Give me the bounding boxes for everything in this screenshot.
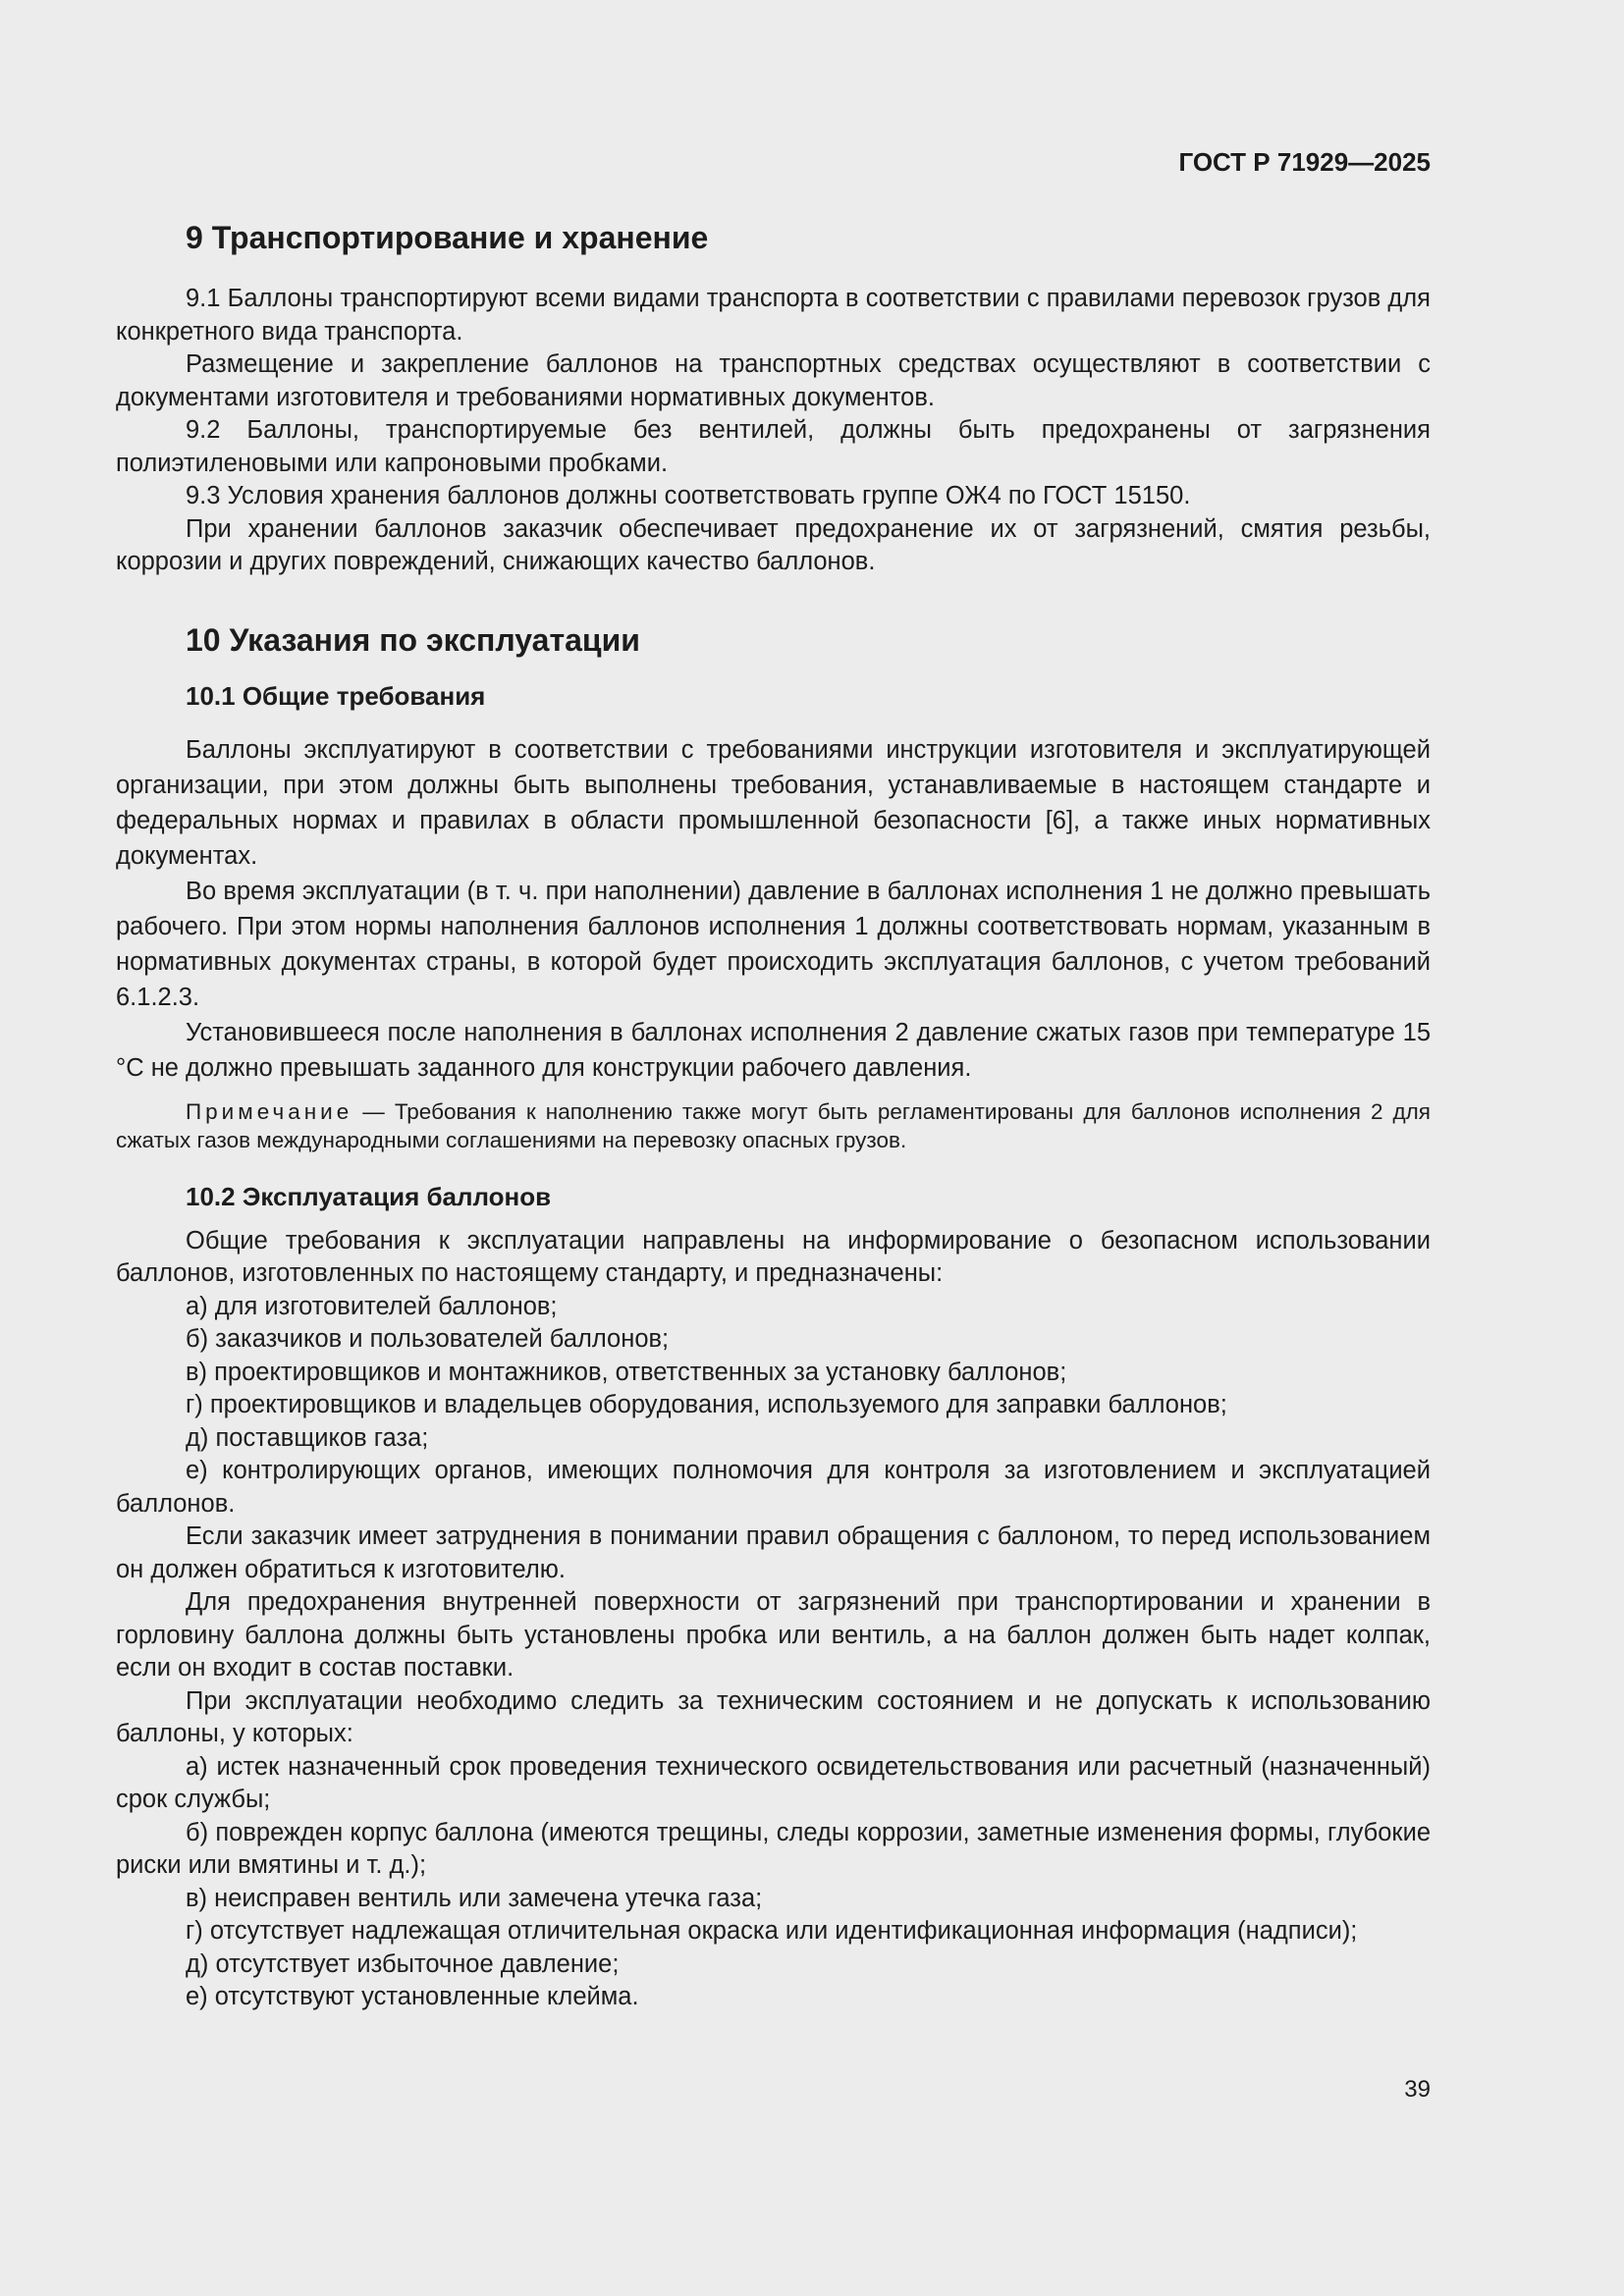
paragraph: Общие требования к эксплуатации направлены на информирование о безопасном использовании баллонов, изготовленных по настоящему стандарту, и предназначены: <box>116 1226 1431 1287</box>
section-9-heading: 9 Транспортирование и хранение <box>186 220 709 255</box>
document-code: ГОСТ Р 71929—2025 <box>1178 147 1431 177</box>
section-10-heading: 10 Указания по эксплуатации <box>186 621 640 658</box>
list-item: в) неисправен вентиль или замечена утечка газа; <box>186 1884 763 1912</box>
list-item: д) отсутствует избыточное давление; <box>186 1949 620 1978</box>
paragraph: Во время эксплуатации (в т. ч. при наполнении) давление в баллонах исполнения 1 не должно превышать рабочего. При этом нормы наполнения баллонов исполнения 1 должны соответствовать нормам, указанным в нормативных документах страны, в которой будет происходить эксплуатация баллонов, с учетом требований 6.1.2.3. <box>116 877 1431 1011</box>
list-item: в) проектировщиков и монтажников, ответственных за установку баллонов; <box>186 1358 1067 1386</box>
list-item: б) заказчиков и пользователей баллонов; <box>186 1325 670 1353</box>
note-text: — Требования к наполнению также могут быть регламентированы для баллонов исполнения 2 для сжатых газов международными соглашениями на перевозку опасных грузов. <box>116 1098 1431 1152</box>
subsection-10-2-heading: 10.2 Эксплуатация баллонов <box>186 1181 552 1211</box>
paragraph: Установившееся после наполнения в баллонах исполнения 2 давление сжатых газов при температуре 15 °С не должно превышать заданного для конструкции рабочего давления. <box>116 1018 1431 1082</box>
list-item: а) для изготовителей баллонов; <box>186 1292 558 1320</box>
list-item: д) поставщиков газа; <box>186 1423 429 1452</box>
list-item: б) поврежден корпус баллона (имеются трещины, следы коррозии, заметные изменения формы, глубокие риски или вмятины и т. д.); <box>116 1818 1431 1879</box>
subsection-10-1-heading: 10.1 Общие требования <box>186 680 486 711</box>
paragraph: 9.3 Условия хранения баллонов должны соответствовать группе ОЖ4 по ГОСТ 15150. <box>186 482 1191 509</box>
paragraph: Размещение и закрепление баллонов на транспортных средствах осуществляют в соответствии с документами изготовителя и требованиями нормативных документов. <box>116 350 1431 411</box>
note-paragraph <box>116 1097 1431 1154</box>
page-number: 39 <box>1404 2076 1431 2103</box>
paragraph: При эксплуатации необходимо следить за техническим состоянием и не допускать к использованию баллоны, у которых: <box>116 1686 1431 1747</box>
paragraph: При хранении баллонов заказчик обеспечивает предохранение их от загрязнений, смятия резьбы, коррозии и других повреждений, снижающих качество баллонов. <box>116 514 1431 575</box>
list-item: г) проектировщиков и владельцев оборудования, используемого для заправки баллонов; <box>186 1391 1227 1418</box>
note-label: Примечание <box>186 1098 353 1124</box>
page-content <box>116 218 1431 2014</box>
paragraph: 9.2 Баллоны, транспортируемые без вентилей, должны быть предохранены от загрязнения полиэтиленовыми или капроновыми пробками. <box>116 416 1431 477</box>
list-item: а) истек назначенный срок проведения технического освидетельствования или расчетный (назначенный) срок службы; <box>116 1752 1431 1813</box>
list-item: е) отсутствуют установленные клейма. <box>186 1983 639 2010</box>
list-item: е) контролирующих органов, имеющих полномочия для контроля за изготовлением и эксплуатацией баллонов. <box>116 1457 1431 1518</box>
paragraph: 9.1 Баллоны транспортируют всеми видами транспорта в соответствии с правилами перевозок грузов для конкретного вида транспорта. <box>116 285 1431 346</box>
paragraph: Если заказчик имеет затруднения в понимании правил обращения с баллоном, то перед использованием он должен обратиться к изготовителю. <box>116 1522 1431 1583</box>
paragraph: Для предохранения внутренней поверхности от загрязнений при транспортировании и хранении в горловину баллона должны быть установлены пробка или вентиль, а на баллон должен быть надет колпак, если он входит в состав поставки. <box>116 1588 1431 1682</box>
list-item: г) отсутствует надлежащая отличительная окраска или идентификационная информация (надписи); <box>186 1917 1358 1945</box>
paragraph: Баллоны эксплуатируют в соответствии с требованиями инструкции изготовителя и эксплуатирующей организации, при этом должны быть выполнены требования, устанавливаемые в настоящем стандарте и федеральных нормах и правилах в области промышленной безопасности [6], а также иных нормативных документах. <box>116 735 1431 870</box>
